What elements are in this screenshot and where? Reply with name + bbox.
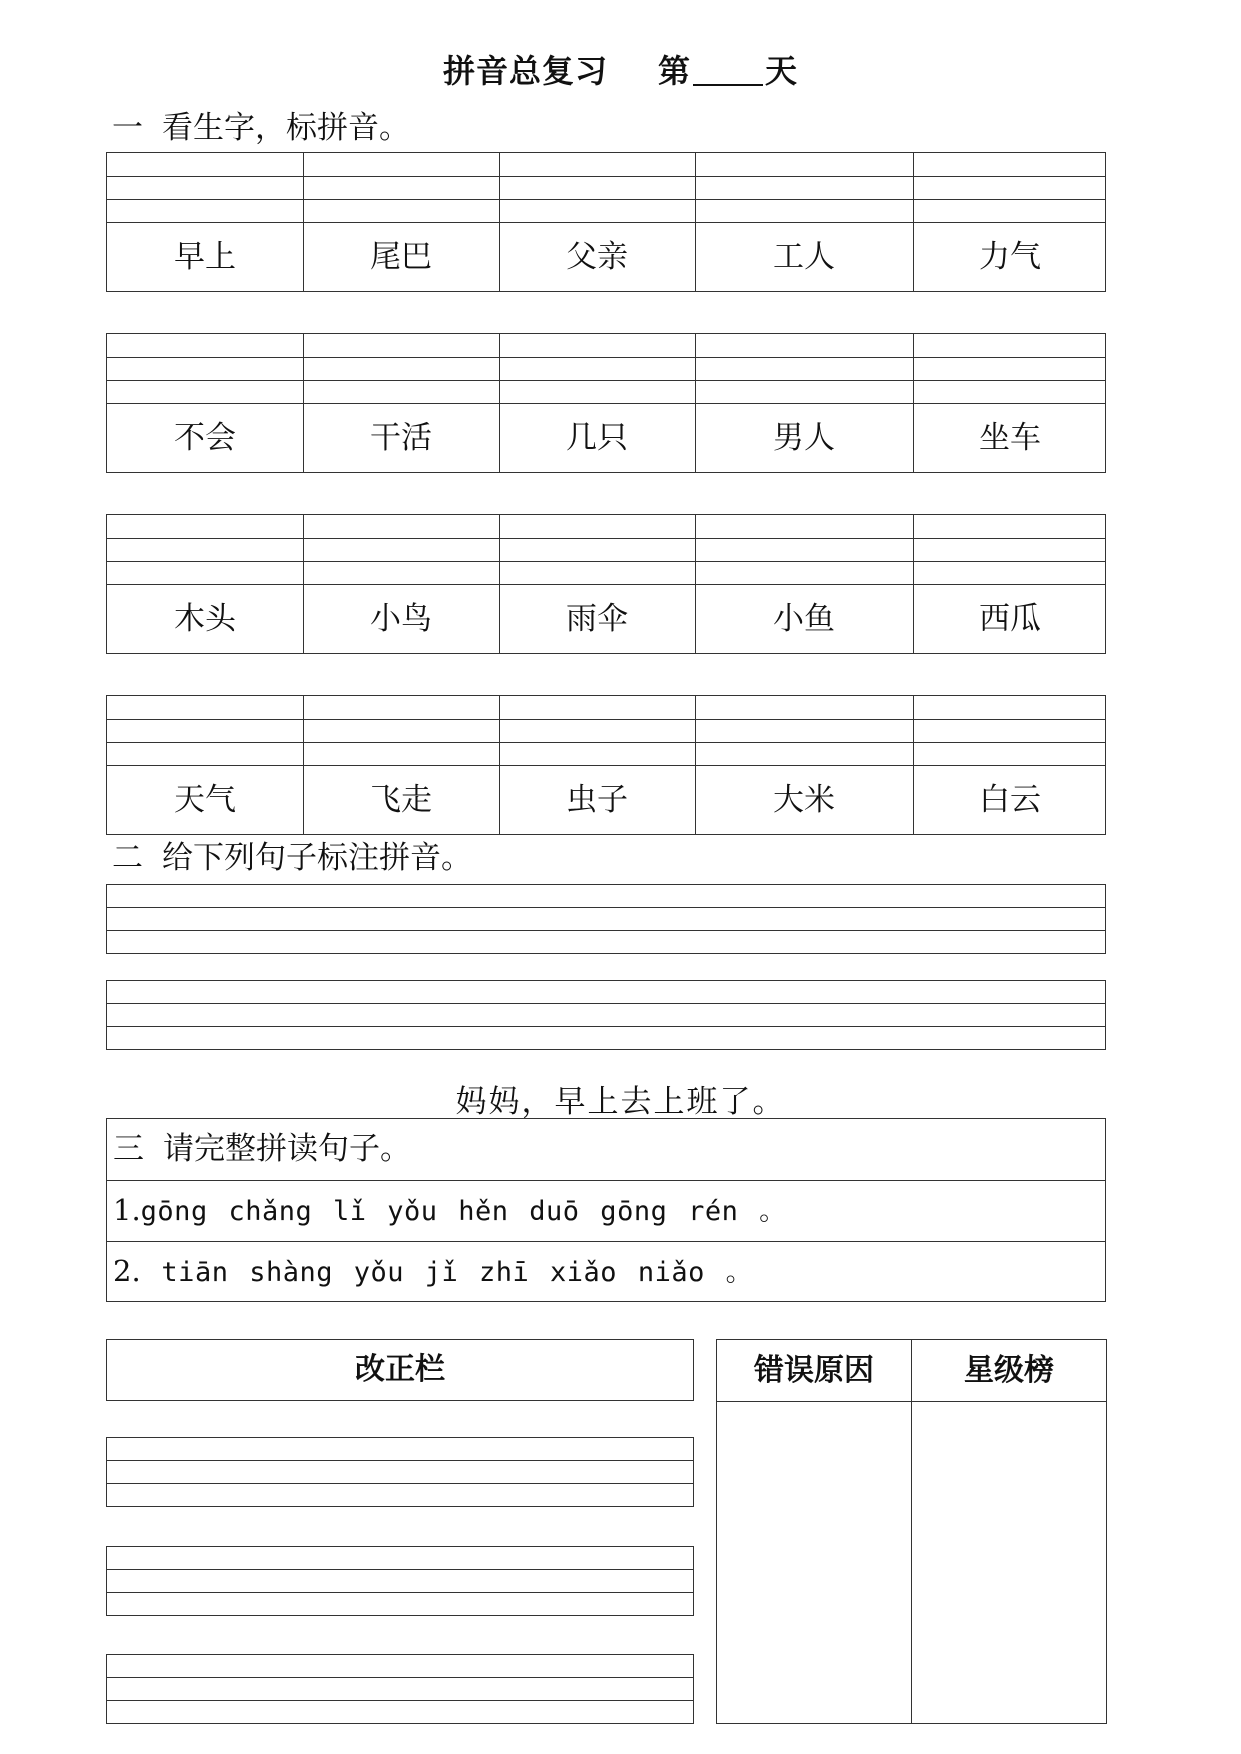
pinyin-answer-slot[interactable] — [695, 696, 913, 765]
grid-word: 天气 — [174, 782, 236, 818]
grid-word: 小鸟 — [370, 601, 432, 637]
pinyin-answer-slot[interactable] — [499, 334, 695, 403]
pinyin-answer-slot[interactable] — [107, 334, 303, 403]
pinyin-answer-slot[interactable] — [107, 696, 303, 765]
section2-writing-strip[interactable] — [106, 980, 1106, 1050]
pinyin-answer-slot[interactable] — [499, 153, 695, 222]
section2-writing-strip[interactable] — [106, 884, 1106, 954]
day-blank[interactable] — [693, 54, 763, 86]
section2-number: 二 — [112, 840, 143, 876]
correction-title: 改正栏 — [355, 1352, 445, 1387]
section1-number: 一 — [112, 110, 143, 146]
grid-word: 力气 — [979, 239, 1041, 275]
day-suffix: 天 — [765, 52, 799, 90]
line-index: 2. — [113, 1254, 141, 1288]
correction-header — [106, 1339, 694, 1401]
section3-heading — [107, 1119, 1105, 1180]
grid-word: 小鱼 — [773, 601, 835, 637]
error-reason-header: 错误原因 — [754, 1353, 874, 1388]
grid-word: 尾巴 — [370, 239, 432, 275]
pinyin-answer-slot[interactable] — [303, 696, 499, 765]
pinyin-answer-slot[interactable] — [107, 153, 303, 222]
grid-word: 大米 — [773, 782, 835, 818]
pinyin-answer-slot[interactable] — [303, 515, 499, 584]
section3-line-1 — [107, 1180, 1105, 1241]
pinyin-answer-slot[interactable] — [303, 153, 499, 222]
correction-writing-strip[interactable] — [106, 1654, 694, 1724]
grid-word: 坐车 — [979, 420, 1041, 456]
section3-label: 请完整拼读句子。 — [163, 1131, 411, 1167]
pinyin-answer-slot[interactable] — [913, 515, 1107, 584]
grid-word: 父亲 — [566, 239, 628, 275]
grid-word: 早上 — [174, 239, 236, 275]
grid-word: 男人 — [773, 420, 835, 456]
correction-writing-strip[interactable] — [106, 1437, 694, 1507]
pinyin-answer-slot[interactable] — [107, 515, 303, 584]
pinyin-answer-slot[interactable] — [913, 696, 1107, 765]
star-rank-header: 星级榜 — [964, 1353, 1054, 1388]
grid-word: 西瓜 — [979, 601, 1041, 637]
grid-word: 几只 — [566, 420, 628, 456]
section2-sentence: 妈妈，早上去上班了。 — [455, 1084, 786, 1120]
grid-word: 白云 — [979, 782, 1041, 818]
page-title — [0, 46, 1241, 92]
pinyin-grid — [106, 514, 1106, 654]
star-rank-cell[interactable] — [912, 1402, 1106, 1723]
grid-word: 飞走 — [370, 782, 432, 818]
grid-word: 木头 — [174, 601, 236, 637]
section3-box — [106, 1118, 1106, 1302]
day-prefix: 第 — [657, 52, 691, 90]
pinyin-answer-slot[interactable] — [499, 696, 695, 765]
pinyin-answer-slot[interactable] — [499, 515, 695, 584]
title-text: 拼音总复习 — [442, 52, 608, 90]
section3-line-2 — [107, 1241, 1105, 1302]
grid-word: 干活 — [370, 420, 432, 456]
line-index: 1. — [113, 1193, 141, 1227]
pinyin-grid — [106, 695, 1106, 835]
pinyin-answer-slot[interactable] — [913, 334, 1107, 403]
section1-heading — [112, 108, 410, 148]
pinyin-answer-slot[interactable] — [695, 334, 913, 403]
section2-heading — [112, 838, 472, 878]
pinyin-answer-slot[interactable] — [303, 334, 499, 403]
pinyin-answer-slot[interactable] — [695, 153, 913, 222]
grid-word: 工人 — [773, 239, 835, 275]
pinyin-grid — [106, 333, 1106, 473]
grid-word: 不会 — [174, 420, 236, 456]
grid-word: 雨伞 — [566, 601, 628, 637]
grid-word: 虫子 — [566, 782, 628, 818]
correction-writing-strip[interactable] — [106, 1546, 694, 1616]
error-reason-cell[interactable] — [717, 1402, 911, 1723]
pinyin-text: tiān shàng yǒu jǐ zhī xiǎo niǎo 。 — [140, 1257, 754, 1288]
section3-number: 三 — [113, 1131, 144, 1167]
pinyin-grid — [106, 152, 1106, 292]
section1-label: 看生字，标拼音。 — [162, 110, 410, 146]
review-table — [716, 1339, 1107, 1724]
section2-label: 给下列句子标注拼音。 — [162, 840, 472, 876]
pinyin-text: gōng chǎng lǐ yǒu hěn duō gōng rén 。 — [140, 1196, 787, 1227]
pinyin-answer-slot[interactable] — [913, 153, 1107, 222]
pinyin-answer-slot[interactable] — [695, 515, 913, 584]
